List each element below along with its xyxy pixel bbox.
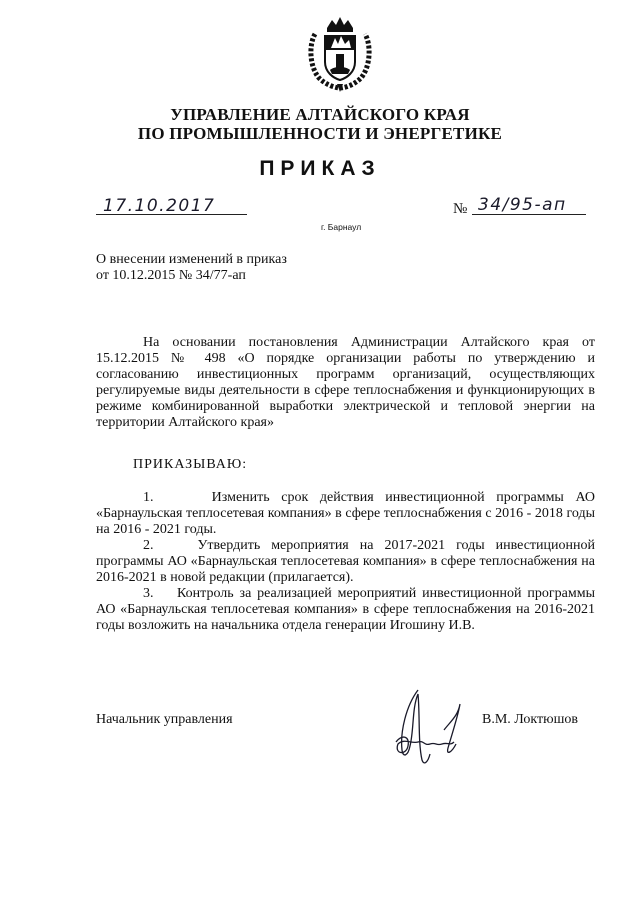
- org-name-line1: УПРАВЛЕНИЕ АЛТАЙСКОГО КРАЯ: [170, 105, 470, 124]
- signatory-title: Начальник управления: [96, 712, 233, 727]
- subject-line1: О внесении изменений в приказ: [96, 252, 287, 267]
- order-items: [96, 490, 595, 634]
- org-name-line2: ПО ПРОМЫШЛЕННОСТИ И ЭНЕРГЕТИКЕ: [137, 124, 503, 143]
- document-type-title: ПРИКАЗ: [259, 157, 381, 180]
- preamble-paragraph: [96, 335, 595, 431]
- coat-of-arms-emblem: [301, 14, 379, 94]
- subject-line2: от 10.12.2015 № 34/77-ап: [96, 268, 246, 283]
- order-item-3: 3. Контроль за реализацией мероприятий инвестиционной программы АО «Барнаульская теплосетевая компания» в сфере теплоснабжения на 2016-2021 годы возложить на начальника отдела генерации Игошину И.В.: [96, 586, 595, 633]
- date-underline: [96, 214, 247, 215]
- handwritten-signature: [388, 686, 468, 768]
- number-label: №: [453, 201, 468, 217]
- order-item-1: 1. Изменить срок действия инвестиционной программы АО «Барнаульская теплосетевая компания» в сфере теплоснабжения с 2016 - 2018 годы на 2016 - 2021 годы.: [96, 490, 595, 537]
- number-underline: [472, 214, 586, 215]
- preamble-text: На основании постановления Администрации Алтайского края от 15.12.2015 № 498 «О порядке организации работы по утверждению и согласованию инвестиционных программ организаций, осуществляющих регулируемые виды деятельности в сфере теплоснабжения и функционирующих в режиме комбинированной выработки электрической и тепловой энергии на территории Алтайского края»: [96, 335, 595, 430]
- signatory-name: В.М. Локтюшов: [482, 712, 579, 727]
- order-item-2: 2. Утвердить мероприятия на 2017-2021 годы инвестиционной программы АО «Барнаульская теплосетевая компания» в сфере теплоснабжения на 2016-2021 в новой редакции (прилагается).: [96, 538, 595, 585]
- order-word: ПРИКАЗЫВАЮ:: [133, 457, 248, 472]
- handwritten-number: 34/95-ап: [478, 195, 567, 215]
- city-label: г. Барнаул: [321, 222, 362, 232]
- subject-block: [96, 252, 287, 284]
- handwritten-date: 17.10.2017: [103, 196, 216, 216]
